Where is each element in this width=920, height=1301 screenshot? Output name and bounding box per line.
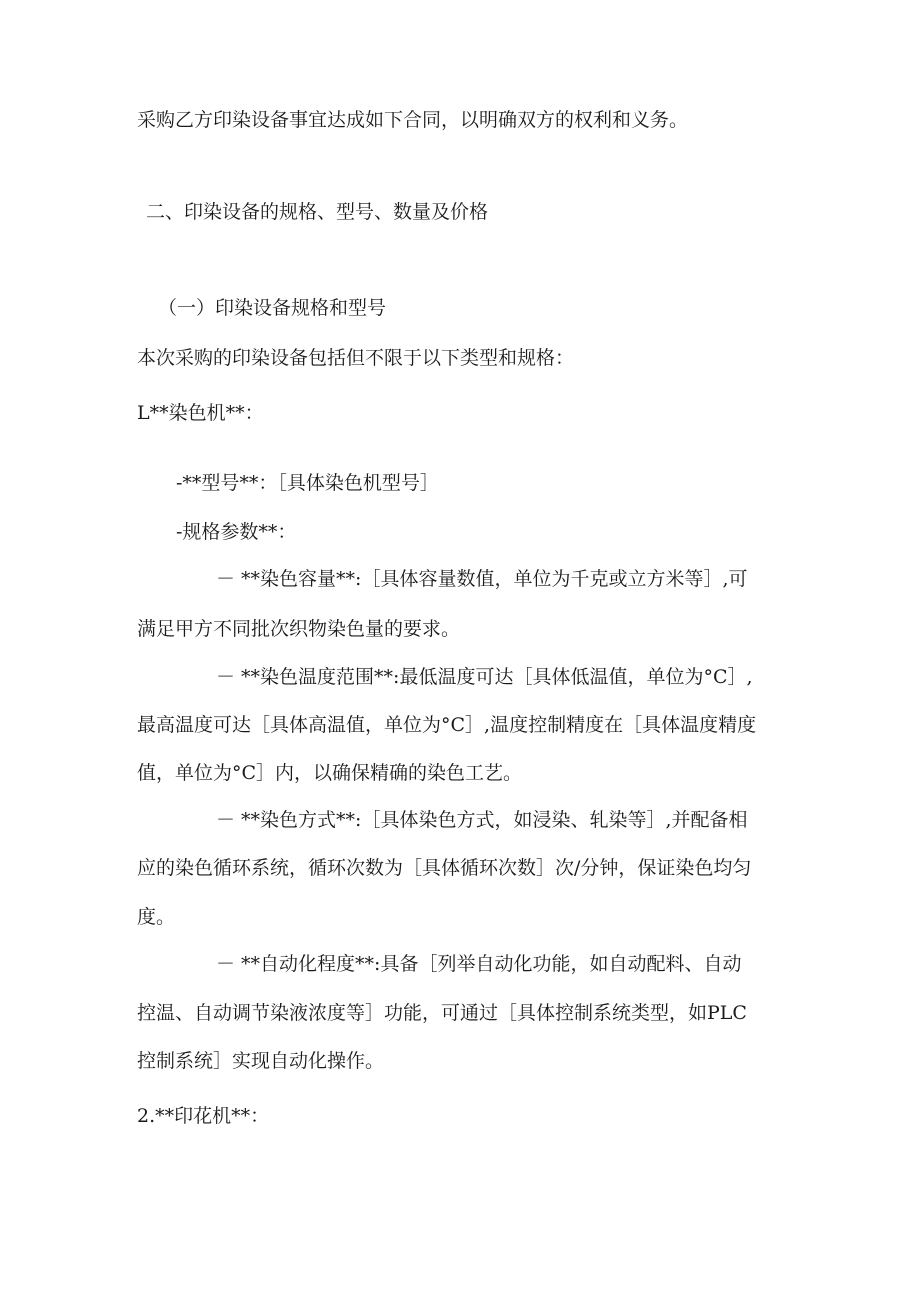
item1-spec-label: -规格参数**： xyxy=(176,521,297,543)
spec-method-line-1: － **染色方式**:［具体染色方式，如浸染、轧染等］,并配备相 xyxy=(216,809,748,831)
spec-capacity-line-1: － **染色容量**:［具体容量数值，单位为千克或立方米等］,可 xyxy=(216,568,748,590)
item1-title: L**染色机**： xyxy=(137,402,264,424)
section-heading: 二、印染设备的规格、型号、数量及价格 xyxy=(146,201,489,223)
item1-model: -**型号**：［具体染色机型号］ xyxy=(176,472,439,494)
spec-auto-line-1: － **自动化程度**:具备［列举自动化功能，如自动配料、自动 xyxy=(216,953,742,975)
subsection-heading: （一）印染设备规格和型号 xyxy=(158,297,387,319)
spec-method-line-3: 度。 xyxy=(137,906,176,928)
spec-temp-line-1: － **染色温度范围**:最低温度可达［具体低温值，单位为°C］, xyxy=(216,666,753,688)
spec-auto-line-3: 控制系统］实现自动化操作。 xyxy=(137,1050,385,1072)
intro-tail-paragraph: 采购乙方印染设备事宜达成如下合同，以明确双方的权利和义务。 xyxy=(137,109,689,131)
spec-capacity-line-2: 满足甲方不同批次织物染色量的要求。 xyxy=(137,618,461,640)
spec-temp-line-3: 值，单位为°C］内，以确保精确的染色工艺。 xyxy=(137,762,523,784)
spec-method-line-2: 应的染色循环系统，循环次数为［具体循环次数］次/分钟，保证染色均匀 xyxy=(137,857,752,879)
spec-temp-line-2: 最高温度可达［具体高温值，单位为°C］,温度控制精度在［具体温度精度 xyxy=(137,714,757,736)
scope-sentence: 本次采购的印染设备包括但不限于以下类型和规格： xyxy=(137,347,575,369)
item2-title: 2.**印花机**： xyxy=(137,1105,270,1127)
spec-auto-line-2: 控温、自动调节染液浓度等］功能，可通过［具体控制系统类型，如PLC xyxy=(137,1002,747,1024)
